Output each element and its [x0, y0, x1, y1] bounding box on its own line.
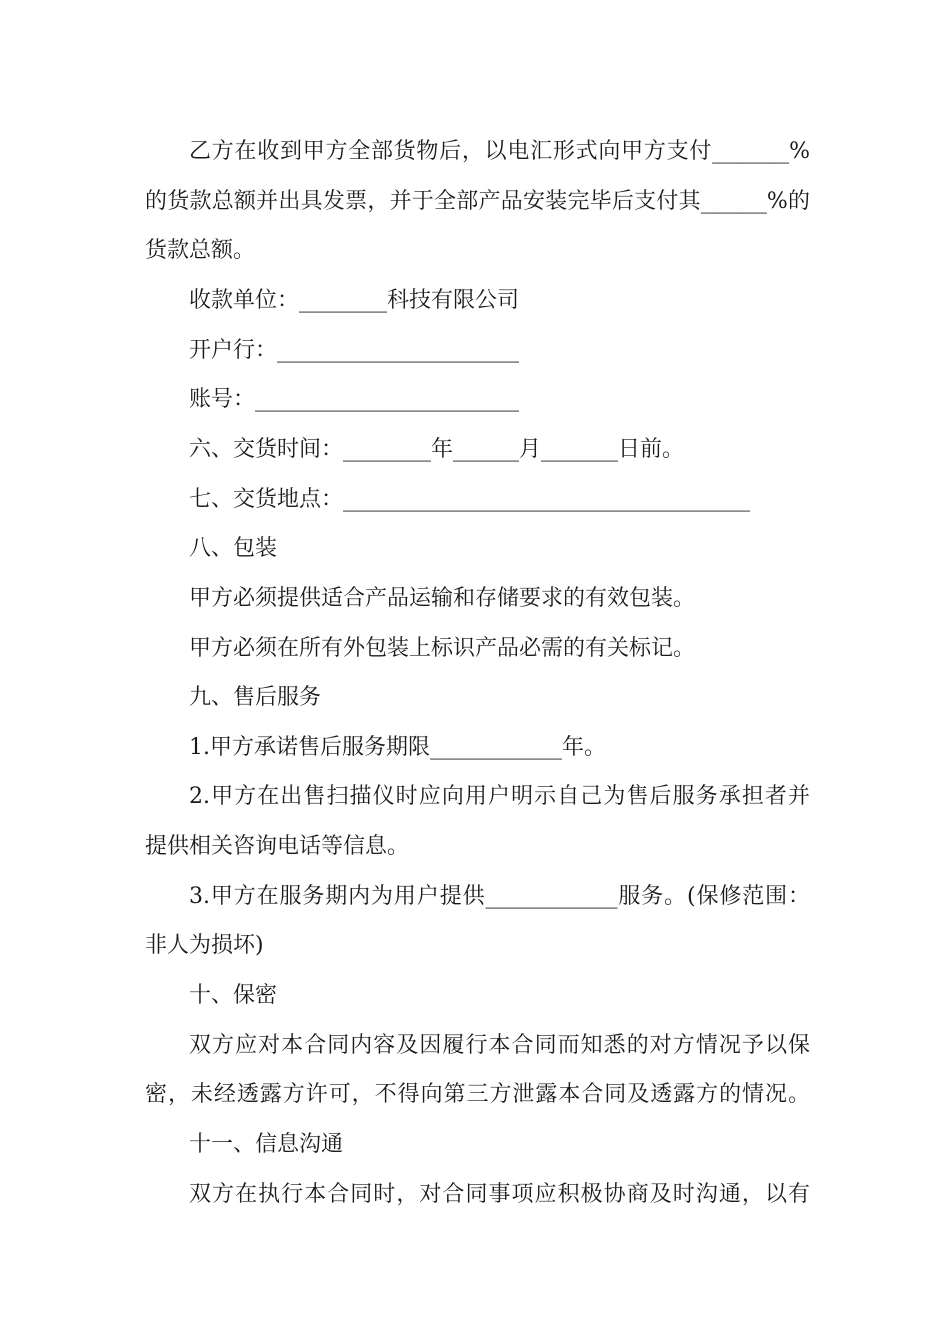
payment-paragraph-line-2: 的货款总额并出具发票，并于全部产品安装完毕后支付其______%的	[145, 189, 810, 214]
confidentiality-paragraph-line-1: 双方应对本合同内容及因履行本合同而知悉的对方情况予以保	[189, 1033, 810, 1058]
after-sales-item-3-line-2: 非人为损坏)	[145, 933, 264, 958]
packaging-paragraph-2: 甲方必须在所有外包装上标识产品必需的有关标记。	[189, 636, 696, 661]
after-sales-item-2-line-2: 提供相关咨询电话等信息。	[145, 834, 410, 859]
after-sales-item-3-line-1: 3.甲方在服务期内为用户提供____________服务。(保修范围：	[189, 884, 810, 909]
communication-paragraph-line-1: 双方在执行本合同时，对合同事项应积极协商及时沟通，以有	[189, 1182, 810, 1207]
bank-line: 开户行：______________________	[189, 338, 520, 363]
after-sales-heading: 九、售后服务	[189, 685, 322, 710]
delivery-place-line: 七、交货地点：_____________________________________	[189, 487, 751, 512]
payee-line: 收款单位：________科技有限公司	[189, 288, 520, 313]
account-line: 账号：________________________	[189, 387, 520, 412]
packaging-paragraph-1: 甲方必须提供适合产品运输和存储要求的有效包装。	[189, 586, 696, 611]
communication-heading: 十一、信息沟通	[189, 1132, 344, 1157]
payment-paragraph-line-3: 货款总额。	[145, 238, 256, 263]
after-sales-item-2-line-1: 2.甲方在出售扫描仪时应向用户明示自己为售后服务承担者并	[189, 784, 810, 809]
confidentiality-paragraph-line-2: 密，未经透露方许可，不得向第三方泄露本合同及透露方的情况。	[145, 1082, 810, 1107]
delivery-time-line: 六、交货时间：________年______月_______日前。	[189, 437, 685, 462]
payment-paragraph-line-1: 乙方在收到甲方全部货物后，以电汇形式向甲方支付_______%	[189, 139, 810, 164]
after-sales-item-1: 1.甲方承诺售后服务期限____________年。	[189, 735, 606, 760]
packaging-heading: 八、包装	[189, 536, 278, 561]
confidentiality-heading: 十、保密	[189, 983, 278, 1008]
